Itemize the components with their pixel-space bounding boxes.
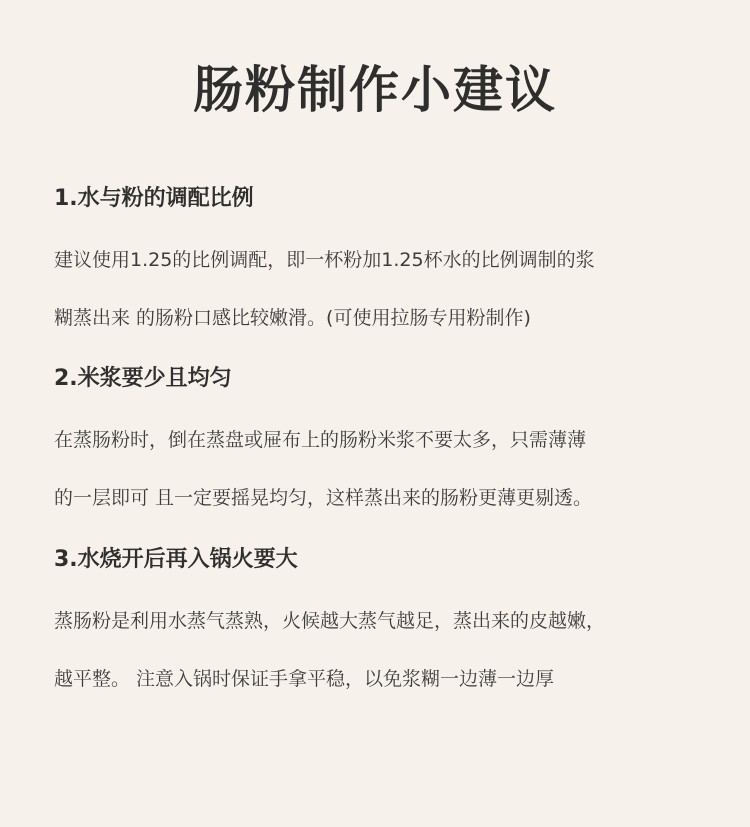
tip-text-line: 在蒸肠粉时，倒在蒸盘或屉布上的肠粉米浆不要太多，只需薄薄 bbox=[54, 429, 587, 451]
tip-text-line: 蒸肠粉是利用水蒸气蒸熟，火候越大蒸气越足，蒸出来的皮越嫩， bbox=[54, 610, 606, 632]
tip-section-ratio bbox=[54, 183, 714, 332]
tip-text-line: 糊蒸出来 的肠粉口感比较嫩滑。(可使用拉肠专用粉制作) bbox=[54, 307, 531, 329]
page-title: 肠粉制作小建议 bbox=[193, 61, 557, 119]
tip-text-line: 建议使用1.25的比例调配，即一杯粉加1.25杯水的比例调制的浆 bbox=[54, 249, 595, 271]
tip-heading: 1.水与粉的调配比例 bbox=[54, 186, 254, 211]
tip-section-heat bbox=[54, 544, 714, 693]
tip-heading: 3.水烧开后再入锅火要大 bbox=[54, 547, 298, 572]
tip-section-batter bbox=[54, 363, 714, 512]
tip-text-line: 越平整。 注意入锅时保证手拿平稳，以免浆糊一边薄一边厚 bbox=[54, 668, 555, 690]
tip-text-line: 的一层即可 且一定要摇晃均匀，这样蒸出来的肠粉更薄更剔透。 bbox=[54, 487, 593, 509]
tip-heading: 2.米浆要少且均匀 bbox=[54, 366, 232, 391]
